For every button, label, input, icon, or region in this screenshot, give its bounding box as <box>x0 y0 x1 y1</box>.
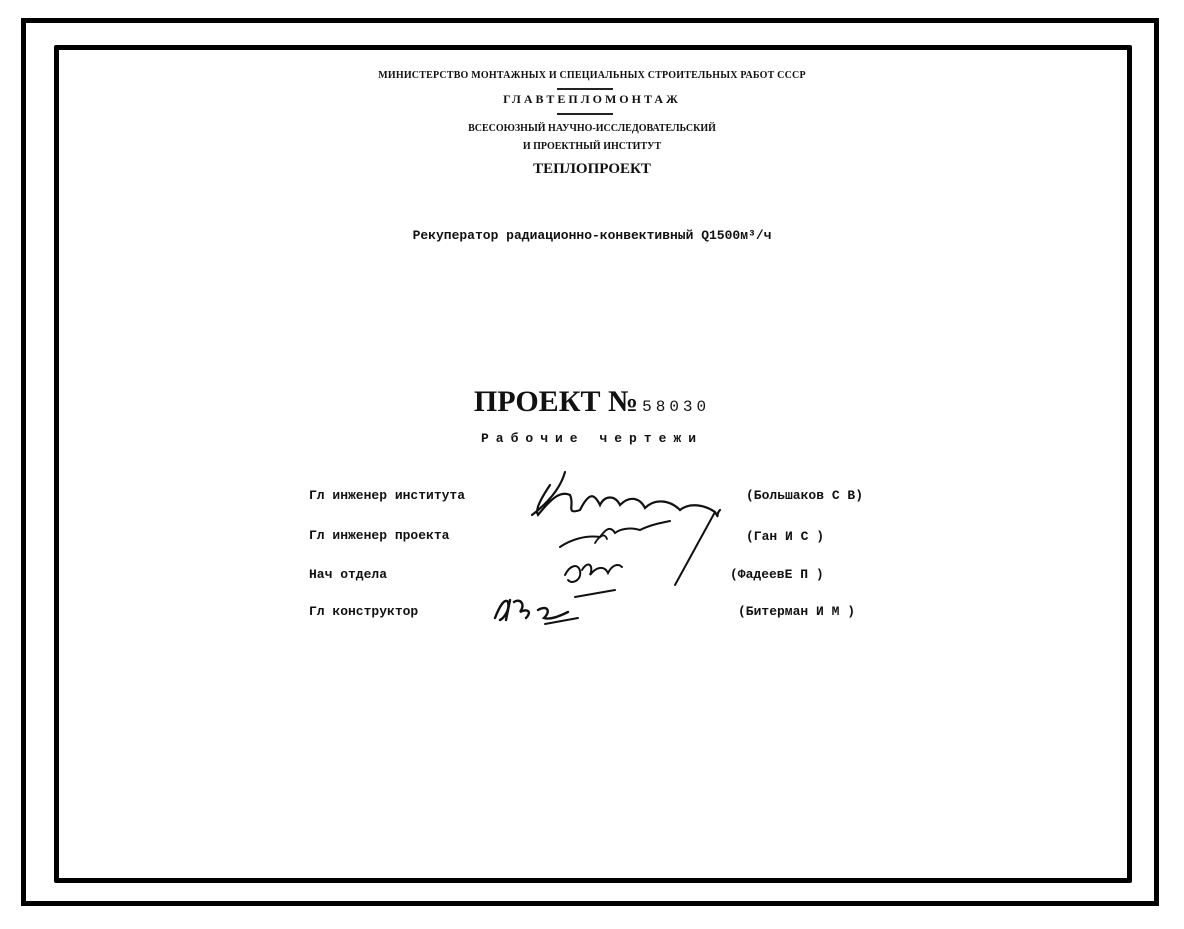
project-subtitle: Рабочие чертежи <box>480 431 704 446</box>
institute-line-2: И ПРОЕКТНЫЙ ИНСТИТУТ <box>522 141 662 152</box>
signee-department-head: (ФадеевЕ П ) <box>730 567 824 582</box>
product-title: Рекуператор радиационно-конвективный Q1500м³/ч <box>412 228 772 243</box>
role-department-head: Нач отдела <box>309 567 388 582</box>
signee-chief-engineer-project: (Ган И С ) <box>746 529 825 544</box>
institute-name: ТЕПЛОПРОЕКТ <box>533 161 651 177</box>
glavk-title: ГЛАВТЕПЛОМОНТАЖ <box>503 92 681 106</box>
role-chief-designer: Гл конструктор <box>309 604 419 619</box>
rule-bottom <box>557 113 613 115</box>
role-chief-engineer-institute: Гл инженер института <box>309 488 466 503</box>
project-label: ПРОЕКТ № <box>473 385 639 418</box>
institute-line-1: ВСЕСОЮЗНЫЙ НАУЧНО-ИССЛЕДОВАТЕЛЬСКИЙ <box>468 123 716 134</box>
rule-top <box>557 88 613 90</box>
role-chief-engineer-project: Гл инженер проекта <box>309 528 450 543</box>
signature-chief-engineer-project <box>555 515 675 555</box>
project-heading <box>0 385 1184 419</box>
signee-chief-designer: (Битерман И М ) <box>738 604 856 619</box>
signature-chief-designer <box>490 590 590 630</box>
project-number: 58030 <box>642 398 711 416</box>
ministry-title: МИНИСТЕРСТВО МОНТАЖНЫХ И СПЕЦИАЛЬНЫХ СТРОИТЕЛЬНЫХ РАБОТ СССР <box>378 70 806 81</box>
signee-chief-engineer-institute: (Большаков С В) <box>746 488 864 503</box>
